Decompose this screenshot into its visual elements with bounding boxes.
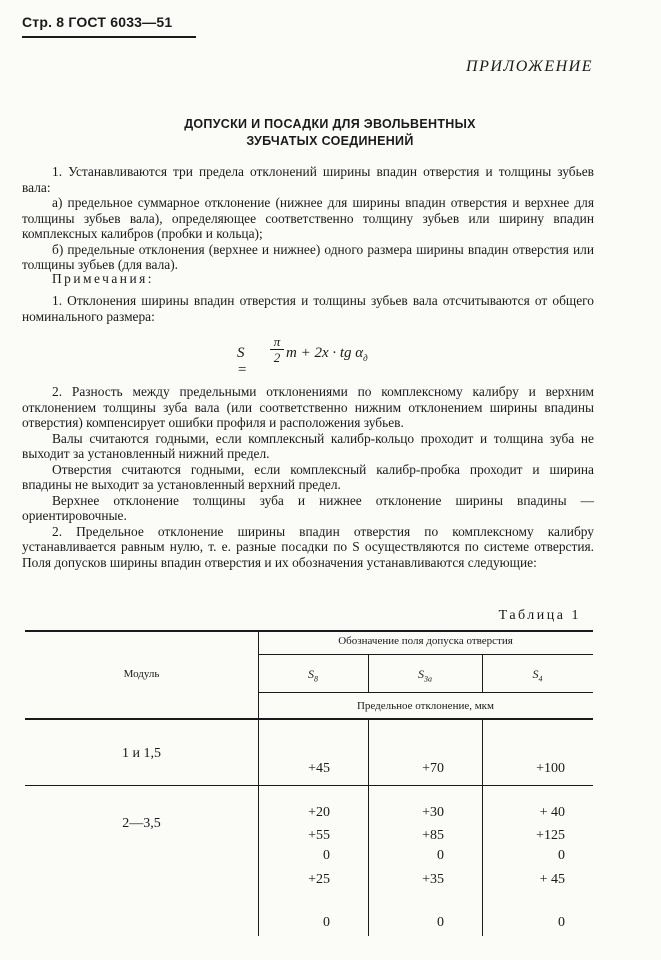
formula-fraction	[270, 335, 284, 364]
formula-lhs: S =	[237, 345, 248, 378]
notes-heading: Примечания:	[52, 271, 155, 286]
formula-rhs-sub: д	[363, 353, 368, 363]
value: +55	[308, 828, 330, 843]
value: 0	[437, 848, 444, 863]
symbol-sub: 3а	[424, 674, 432, 684]
value: +30	[422, 804, 444, 820]
table-caption: Таблица 1	[498, 608, 581, 623]
section-title-line-2: ЗУБЧАТЫХ СОЕДИНЕНИЙ	[246, 134, 414, 148]
page-header: Стр. 8 ГОСТ 6033—51	[22, 14, 173, 30]
body-block-2	[22, 384, 594, 570]
value: 0	[558, 848, 565, 863]
section-title-line-1: ДОПУСКИ И ПОСАДКИ ДЛЯ ЭВОЛЬВЕНТНЫХ	[184, 117, 476, 131]
header-rule	[22, 36, 196, 38]
symbol-base: S	[532, 667, 539, 681]
paragraph-1a: а) предельное суммарное отклонение (нижнее для ширины впадин отверстия и верхнее для толщины зубьев вала), определяющее соответственно толщину зубьев или ширину впадин комплексных калибров (пробки и кольца);	[22, 195, 594, 241]
header-group: Обозначение поля допуска отверстия	[338, 635, 513, 647]
value: +85	[422, 828, 444, 843]
value: +70	[422, 761, 444, 776]
appendix-label: ПРИЛОЖЕНИЕ	[466, 58, 593, 75]
symbol-sub: 4	[538, 674, 543, 684]
row-2-module: 2—3,5	[122, 816, 161, 831]
paragraph-2: 2. Предельное отклонение ширины впадин отверстия по комплексному калибру устанавливается равным нулю, т. е. разные посадки по S осуществляются по системе отверстия. Поля допусков ширины впадин отверстия и их обозначения устанавливаются следующие:	[22, 523, 594, 570]
notes-heading-block	[22, 271, 594, 287]
symbol-base: S	[418, 667, 424, 681]
header-symbol-s3a	[368, 667, 482, 683]
header-symbol-s4	[482, 667, 593, 683]
header-module: Модуль	[123, 668, 160, 680]
paragraph-shaft: Валы считаются годными, если комплексный калибр-кольцо проходит и толщина зуба не выходит за установленный нижний предел.	[22, 430, 594, 461]
value: 0	[323, 915, 330, 930]
table-rule-group	[258, 654, 593, 655]
table-header-bottom-rule	[25, 718, 593, 720]
header-symbol-s8	[258, 667, 368, 683]
note-1: 1. Отклонения ширины впадин отверстия и толщины зубьев вала отсчитываются от общего номинального размера:	[22, 293, 594, 324]
paragraph-1b: б) предельные отклонения (верхнее и нижнее) одного размера ширины впадин отверстия или толщины зубьев (для вала).	[22, 241, 594, 272]
value: +45	[308, 761, 330, 776]
value: +125	[536, 828, 565, 843]
tolerance-table	[25, 630, 593, 936]
value: + 45	[539, 871, 565, 887]
value: 0	[323, 848, 330, 863]
formula-frac-den: 2	[273, 350, 281, 365]
formula-frac-num: π	[273, 334, 281, 349]
symbol-sub: 8	[314, 674, 318, 684]
header-unit: Предельное отклонение, мкм	[356, 700, 494, 712]
value: +25	[308, 871, 330, 887]
value: + 40	[539, 804, 565, 820]
value: +20	[308, 804, 330, 820]
paragraph-1: 1. Устанавливаются три предела отклонений ширины впадин отверстия и толщины зубьев вала:	[22, 164, 594, 195]
value: +100	[536, 761, 565, 776]
formula-rhs-text: m + 2x · tg α	[286, 345, 364, 361]
paragraph-upper: Верхнее отклонение толщины зуба и нижнее отклонение ширины впадины — ориентировочные.	[22, 492, 594, 523]
symbol-base: S	[308, 667, 314, 681]
value: 0	[437, 915, 444, 930]
row-1-module: 1 и 1,5	[122, 746, 161, 761]
table-rule-symbols	[258, 692, 593, 693]
note-1-block	[22, 293, 594, 324]
paragraph-hole: Отверстия считаются годными, если комплексный калибр-пробка проходит и ширина впадины не выходит за установленный верхний предел.	[22, 461, 594, 492]
formula-rhs	[286, 345, 368, 363]
table-top-rule	[25, 630, 593, 632]
body-block-1	[22, 164, 594, 273]
value: +35	[422, 871, 444, 887]
value: 0	[558, 915, 565, 930]
note-2: 2. Разность между предельными отклонениями по комплексному калибру и верхним отклонением толщины зуба вала (или соответственно нижним отклонением ширины впадины отверстия) компенсирует ошибки профиля и расположения зубьев.	[22, 384, 594, 430]
